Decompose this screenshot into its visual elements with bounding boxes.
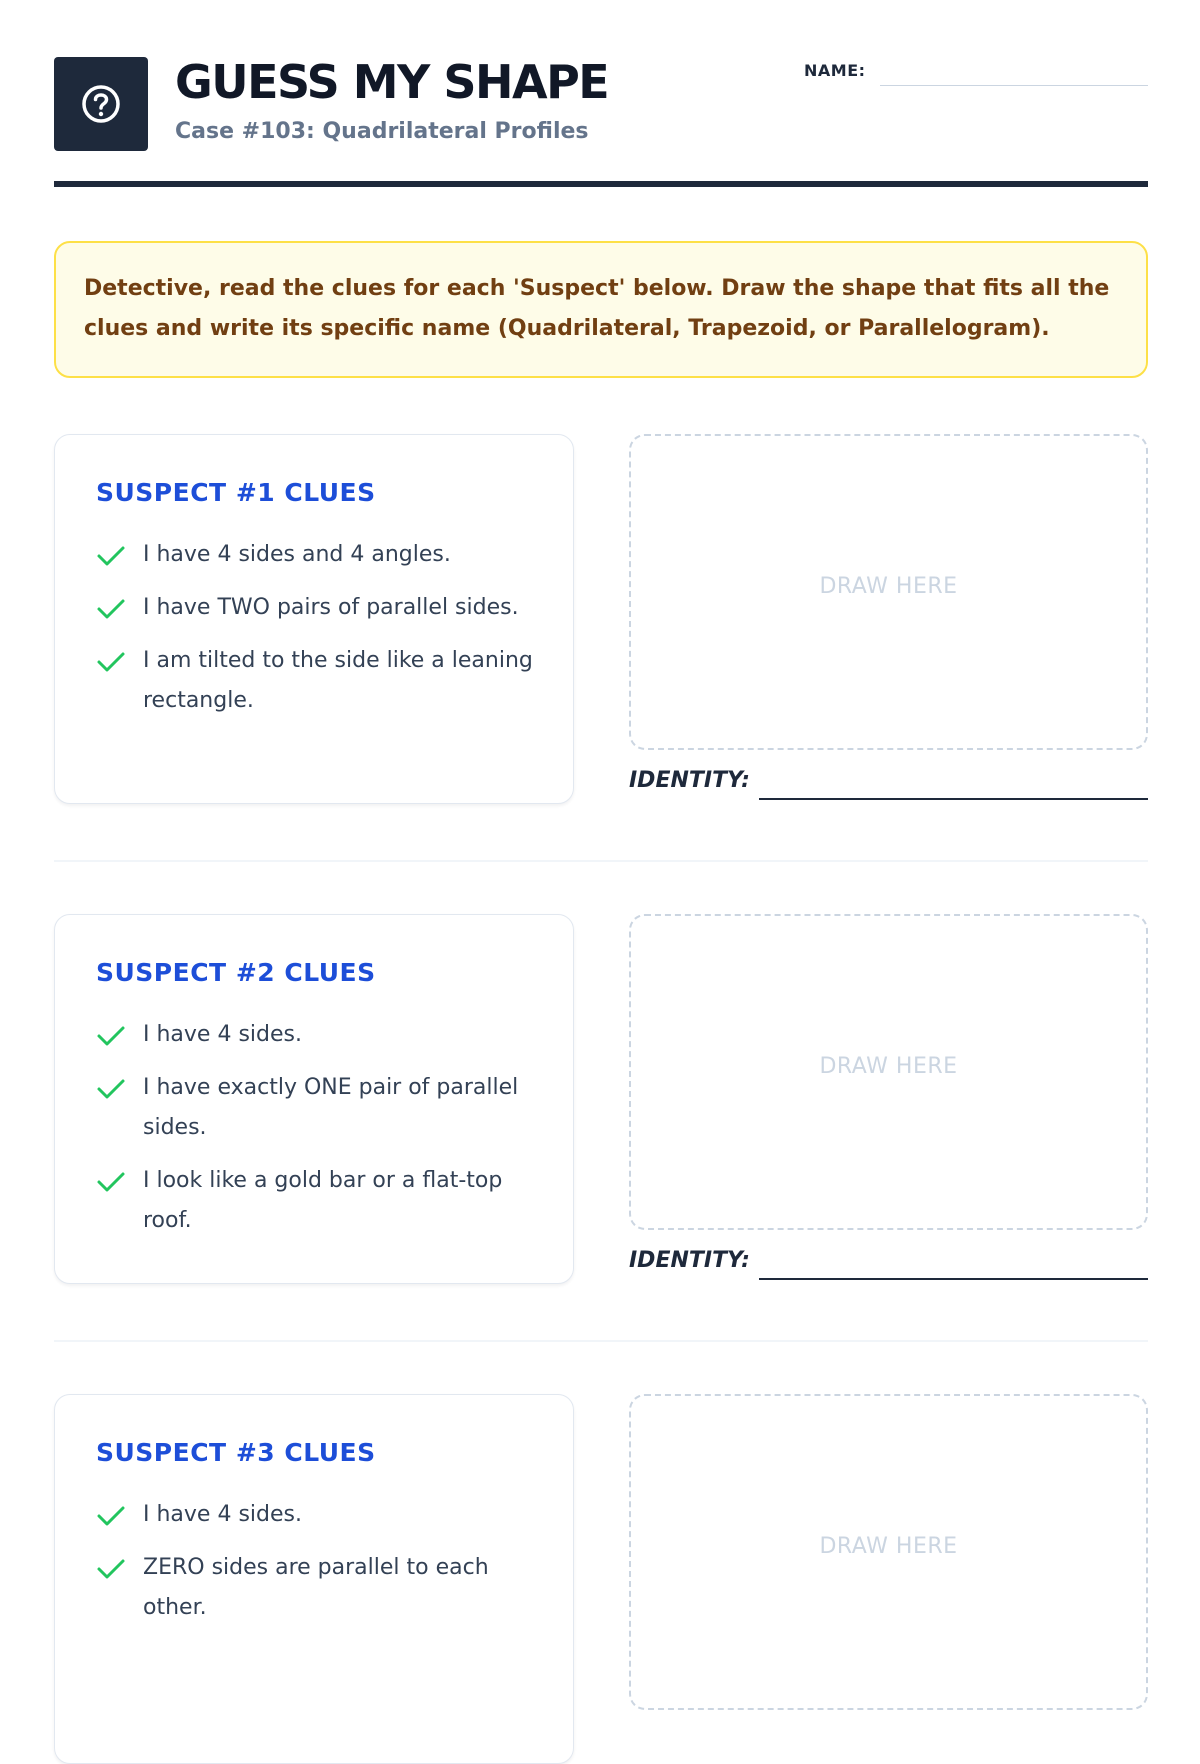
check-icon xyxy=(96,598,126,620)
instructions-box xyxy=(54,241,1148,378)
identity-answer-line[interactable] xyxy=(759,1278,1148,1280)
check-icon xyxy=(96,1505,126,1527)
clue-text: I have TWO pairs of parallel sides. xyxy=(143,595,519,620)
clue-item xyxy=(96,588,536,628)
section-divider xyxy=(54,860,1148,862)
identity-label: IDENTITY: xyxy=(629,1248,750,1273)
name-write-line[interactable] xyxy=(880,85,1148,86)
clue-card xyxy=(54,914,574,1284)
header-divider xyxy=(54,181,1148,187)
draw-here-label: DRAW HERE xyxy=(819,574,958,599)
identity-answer-line[interactable] xyxy=(759,798,1148,800)
clue-card-title: SUSPECT #1 CLUES xyxy=(96,478,376,507)
clue-card xyxy=(54,1394,574,1764)
check-icon xyxy=(96,1078,126,1100)
clue-text: I have exactly ONE pair of parallel sides. xyxy=(143,1075,519,1140)
clue-text: I have 4 sides. xyxy=(143,1022,302,1047)
clue-item xyxy=(96,535,536,575)
clue-card-title: SUSPECT #2 CLUES xyxy=(96,958,376,987)
clue-item xyxy=(96,1068,536,1148)
section-divider xyxy=(54,1340,1148,1342)
question-circle-icon xyxy=(81,84,121,124)
clue-item xyxy=(96,1015,536,1055)
clue-text: I am tilted to the side like a leaning rectangle. xyxy=(143,648,533,713)
clue-item xyxy=(96,641,536,721)
identity-label: IDENTITY: xyxy=(629,768,750,793)
check-icon xyxy=(96,1558,126,1580)
clue-item xyxy=(96,1161,536,1241)
check-icon xyxy=(96,545,126,567)
suspect-section-2 xyxy=(54,914,1148,1284)
check-icon xyxy=(96,1171,126,1193)
suspect-section-1 xyxy=(54,434,1148,804)
drawing-area[interactable] xyxy=(629,914,1148,1230)
clue-item xyxy=(96,1548,536,1628)
draw-here-label: DRAW HERE xyxy=(819,1534,958,1559)
suspect-section-3 xyxy=(54,1394,1148,1620)
clue-list xyxy=(96,1015,536,1254)
clue-card-title: SUSPECT #3 CLUES xyxy=(96,1438,376,1467)
clue-list xyxy=(96,535,536,734)
drawing-area[interactable] xyxy=(629,1394,1148,1710)
clue-card xyxy=(54,434,574,804)
check-icon xyxy=(96,1025,126,1047)
name-label: NAME: xyxy=(804,61,866,80)
clue-item xyxy=(96,1495,536,1535)
clue-text: I have 4 sides. xyxy=(143,1502,302,1527)
draw-here-label: DRAW HERE xyxy=(819,1054,958,1079)
page-title: GUESS MY SHAPE xyxy=(175,55,609,109)
logo-badge xyxy=(54,57,148,151)
worksheet-header xyxy=(54,57,1148,187)
case-subtitle: Case #103: Quadrilateral Profiles xyxy=(175,119,589,144)
drawing-area[interactable] xyxy=(629,434,1148,750)
clue-text: I look like a gold bar or a flat-top roof. xyxy=(143,1168,503,1233)
check-icon xyxy=(96,651,126,673)
instructions-text: Detective, read the clues for each 'Suspect' below. Draw the shape that fits all the clues and write its specific name (Quadrilateral, Trapezoid, or Parallelogram). xyxy=(84,276,1110,341)
clue-list xyxy=(96,1495,536,1641)
clue-text: I have 4 sides and 4 angles. xyxy=(143,542,451,567)
clue-text: ZERO sides are parallel to each other. xyxy=(143,1555,489,1620)
